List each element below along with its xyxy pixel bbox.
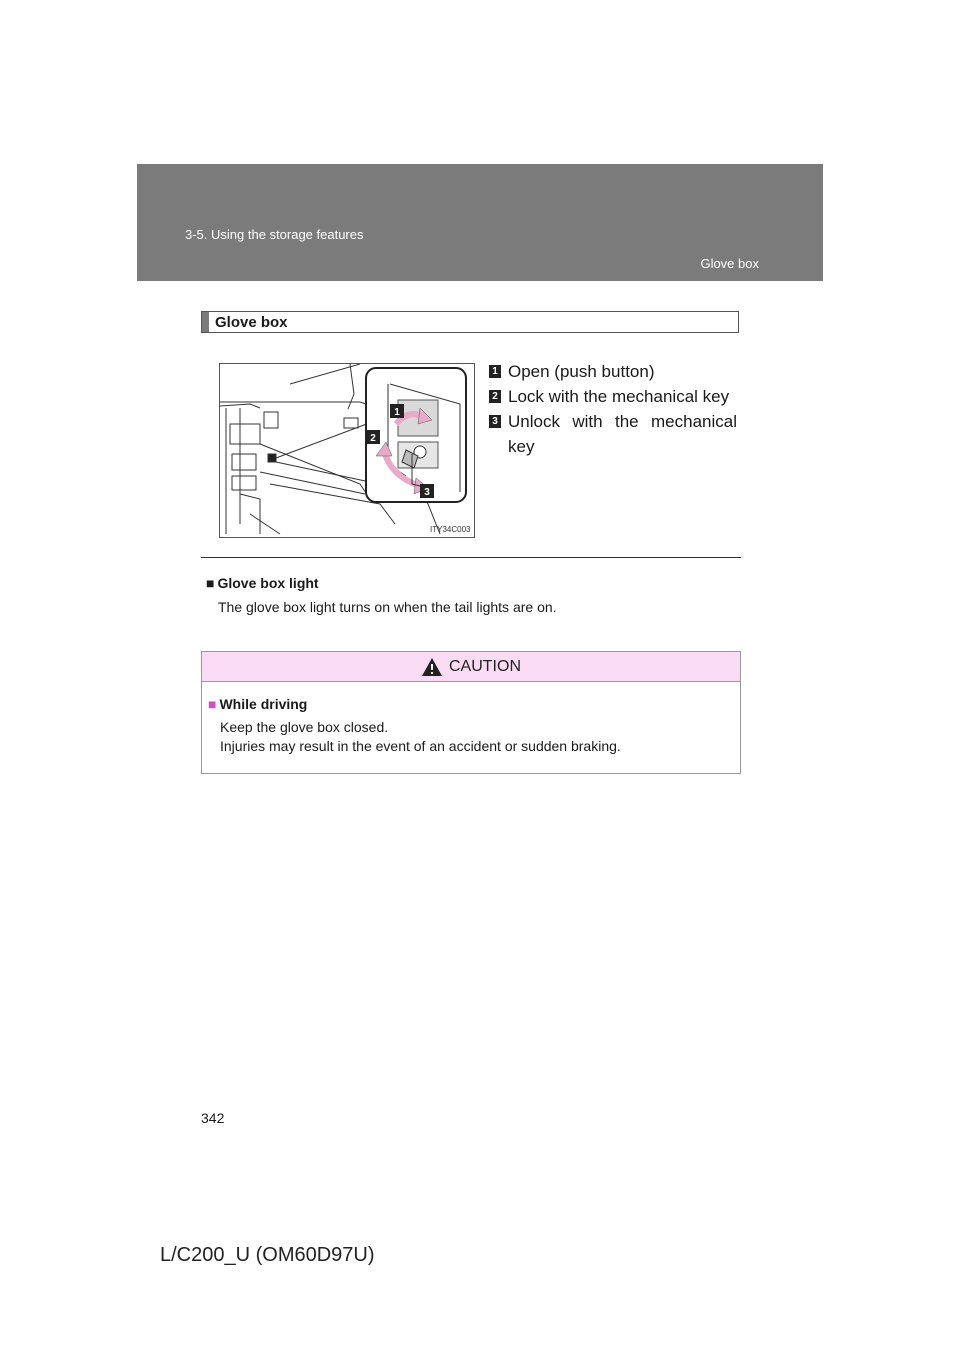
step-item <box>489 359 737 384</box>
caution-label: CAUTION <box>449 657 521 675</box>
caution-header <box>202 652 740 682</box>
caution-heading-text: While driving <box>219 696 308 712</box>
square-bullet-icon: ■ <box>206 575 215 591</box>
page-title-text: Glove box <box>215 313 288 331</box>
glove-box-illustration <box>219 363 475 538</box>
warning-triangle-icon <box>421 657 443 677</box>
info-note <box>206 575 736 615</box>
caution-line: Keep the glove box closed. <box>220 719 389 735</box>
page-title <box>201 311 739 333</box>
figure-code: ITY34C003 <box>430 525 471 534</box>
square-bullet-icon: ■ <box>208 696 217 712</box>
figure-callout-3: 3 <box>424 487 430 498</box>
figure-callout-1: 1 <box>394 407 400 418</box>
section-divider <box>201 557 741 558</box>
section-title: 3-5. Using the storage features <box>185 227 364 242</box>
step-number-badge: 1 <box>489 365 501 378</box>
step-item <box>489 384 737 409</box>
caution-body <box>220 718 740 756</box>
caution-box <box>201 651 741 774</box>
topic-title: Glove box <box>700 256 759 271</box>
page-number: 342 <box>201 1110 225 1126</box>
step-number-badge: 2 <box>489 390 501 403</box>
info-heading <box>206 575 736 591</box>
step-label: Unlock with the mechanical key <box>508 412 737 456</box>
caution-line: Injuries may result in the event of an accident or sudden braking. <box>220 738 621 754</box>
caution-heading <box>208 696 740 712</box>
step-label: Lock with the mechanical key <box>508 387 730 406</box>
step-item <box>489 409 737 459</box>
step-number-badge: 3 <box>489 415 501 428</box>
title-bar-accent <box>202 312 209 332</box>
header-band <box>137 164 823 281</box>
steps-list <box>489 359 737 459</box>
footer-code: L/C200_U (OM60D97U) <box>160 1244 375 1266</box>
step-label: Open (push button) <box>508 362 655 381</box>
figure-callout-2: 2 <box>370 433 376 444</box>
info-heading-text: Glove box light <box>217 575 319 591</box>
info-body: The glove box light turns on when the tail lights are on. <box>218 599 557 615</box>
